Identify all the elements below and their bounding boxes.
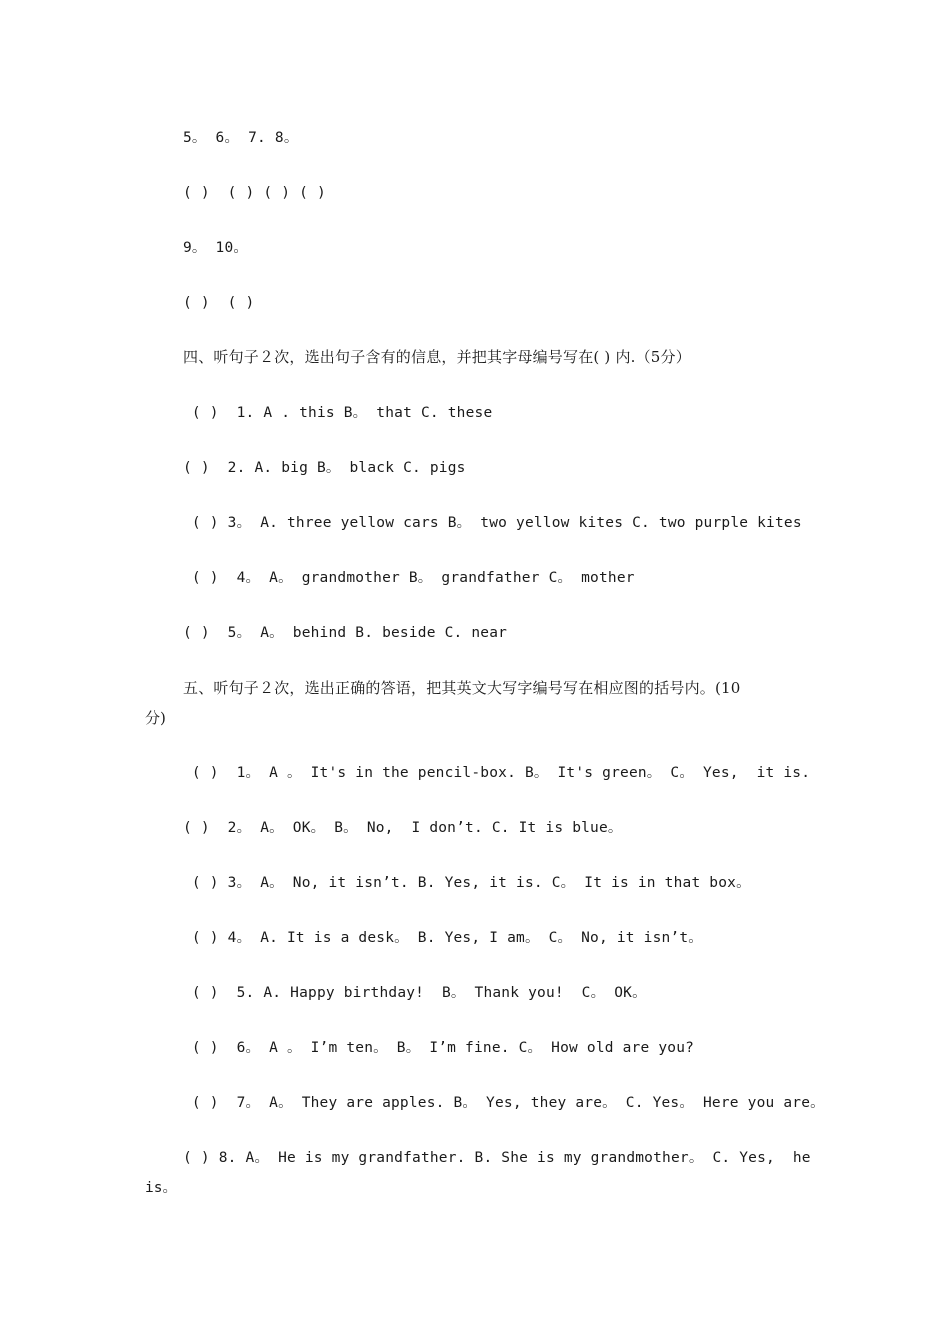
section-five-item-8-continued: is。	[145, 1180, 177, 1196]
section-five-heading-continued: 分)	[145, 709, 166, 727]
section-five-item-6: ( ) 6。 A 。 I’m ten。 B。 I’m fine. C。 How old are you?	[183, 1040, 695, 1056]
section-five-item-2: ( ) 2。 A。 OK。 B。 No, I don’t. C. It is blue。	[183, 820, 623, 836]
question-numbers-9-10: 9。 10。	[183, 240, 249, 256]
answer-brackets-9-10: ( ) ( )	[183, 295, 255, 311]
section-four-heading: 四、听句子２次，选出句子含有的信息，并把其字母编号写在( ) 内.（5分）	[183, 348, 691, 366]
section-five-item-8: ( ) 8. A。 He is my grandfather. B. She is my grandmother。 C. Yes, he	[183, 1150, 811, 1166]
section-five-item-4: ( ) 4。 A. It is a desk。 B. Yes, I am。 C。 No, it isn’t。	[183, 930, 703, 946]
question-numbers-5-8: 5。 6。 7. 8。	[183, 130, 299, 146]
section-four-item-3: ( ) 3。 A. three yellow cars B。 two yellow kites C. two purple kites	[183, 515, 802, 531]
section-four-item-1: ( ) 1. A . this B。 that C. these	[183, 405, 493, 421]
answer-brackets-5-8: ( ) ( ) ( ) ( )	[183, 185, 326, 201]
section-five-item-3: ( ) 3。 A。 No, it isn’t. B. Yes, it is. C。 It is in that box。	[183, 875, 751, 891]
section-four-item-5: ( ) 5。 A。 behind B. beside C. near	[183, 625, 508, 641]
section-five-heading: 五、听句子２次，选出正确的答语，把其英文大写字编号写在相应图的括号内。(10	[183, 679, 741, 697]
section-four-item-4: ( ) 4。 A。 grandmother B。 grandfather C。 mother	[183, 570, 635, 586]
section-five-item-7: ( ) 7。 A。 They are apples. B。 Yes, they are。 C. Yes。 Here you are。	[183, 1095, 825, 1111]
section-five-item-1: ( ) 1。 A 。 It's in the pencil-box. B。 It's green。 C。 Yes, it is.	[183, 765, 811, 781]
section-four-item-2: ( ) 2. A. big B。 black C. pigs	[183, 460, 466, 476]
section-five-item-5: ( ) 5. A. Happy birthday! B。 Thank you! C。 OK。	[183, 985, 647, 1001]
